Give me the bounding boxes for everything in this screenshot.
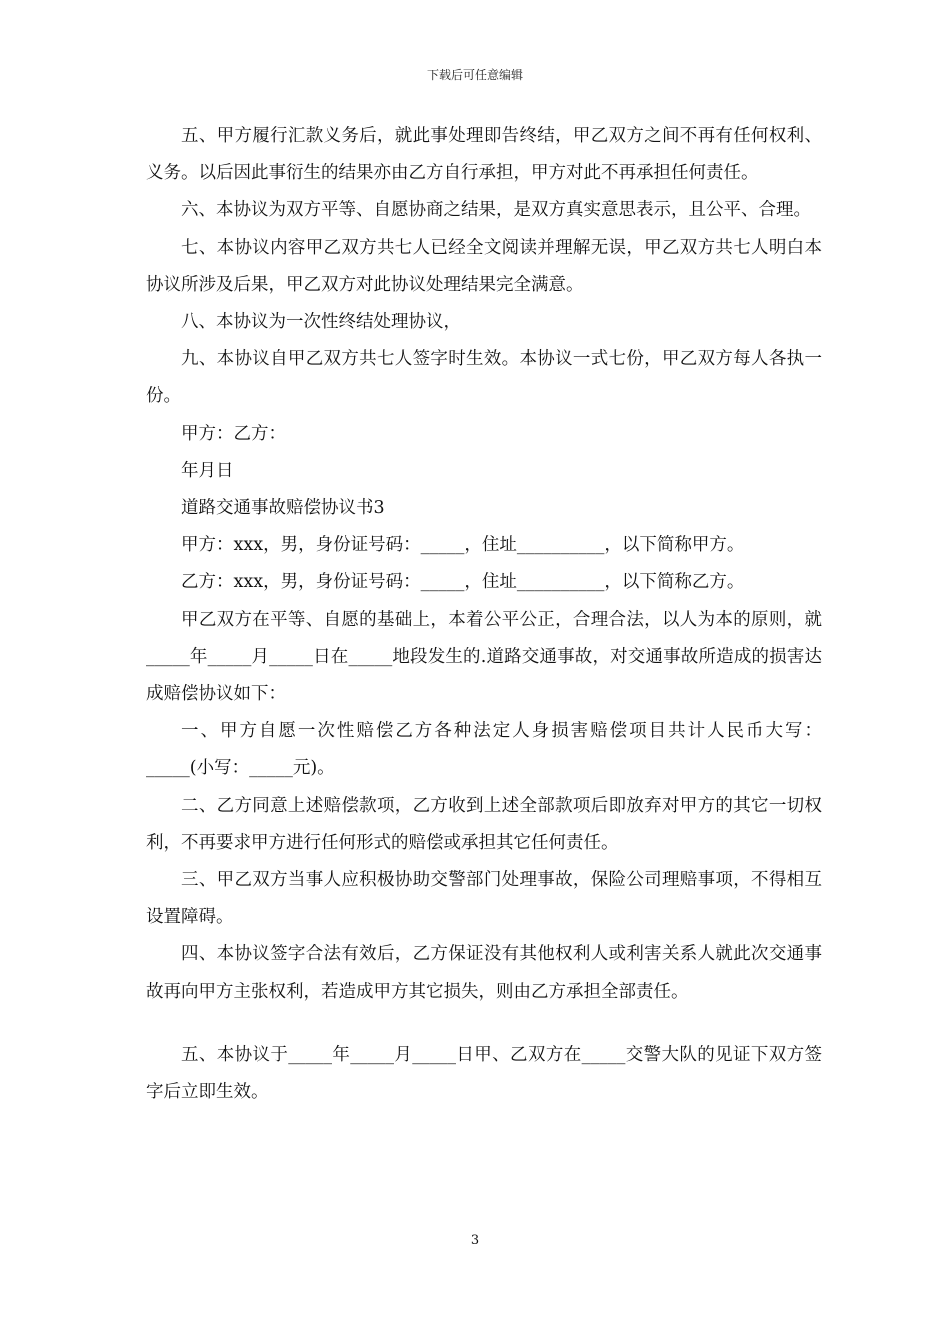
page-number: 3 (470, 1233, 480, 1248)
paragraph: 八、本协议为一次性终结处理协议， (181, 312, 461, 333)
signature-line: 甲方：乙方： (181, 423, 286, 444)
paragraph: 五、甲方履行汇款义务后，就此事处理即告终结，甲乙双方之间不再有任何权利、义务。以后因此事衍生的结果亦由乙方自行承担，甲方对此不再承担任何责任。 (146, 126, 822, 184)
paragraph: 甲乙双方在平等、自愿的基础上，本着公平公正，合理合法，以人为本的原则，就_____年_____月_____日在_____地段发生的.道路交通事故，对交通事故所造成的损害达成赔偿协议如下： (146, 609, 822, 705)
party-b-line: 乙方：xxx，男，身份证号码：_____，住址__________，以下简称乙方。 (181, 572, 745, 593)
paragraph: 九、本协议自甲乙双方共七人签字时生效。本协议一式七份，甲乙双方每人各执一份。 (146, 349, 822, 407)
paragraph: 五、本协议于_____年_____月_____日甲、乙双方在_____交警大队的见证下双方签字后立即生效。 (146, 1044, 822, 1103)
paragraph: 七、本协议内容甲乙双方共七人已经全文阅读并理解无误，甲乙双方共七人明白本协议所涉及后果，甲乙双方对此协议处理结果完全满意。 (146, 237, 822, 295)
page-header: 下载后可任意编辑 (426, 68, 523, 82)
section-title: 道路交通事故赔偿协议书3 (181, 498, 385, 519)
paragraph: 一、甲方自愿一次性赔偿乙方各种法定人身损害赔偿项目共计人民币大写：_____(小写：_____元)。 (146, 721, 822, 779)
paragraph: 四、本协议签字合法有效后，乙方保证没有其他权利人或利害关系人就此次交通事故再向甲方主张权利，若造成甲方其它损失，则由乙方承担全部责任。 (146, 944, 822, 1002)
date-line: 年月日 (181, 460, 234, 481)
paragraph: 二、乙方同意上述赔偿款项，乙方收到上述全部款项后即放弃对甲方的其它一切权利，不再要求甲方进行任何形式的赔偿或承担其它任何责任。 (146, 795, 822, 853)
paragraph: 三、甲乙双方当事人应积极协助交警部门处理事故，保险公司理赔事项，不得相互设置障碍。 (146, 870, 822, 928)
party-a-line: 甲方：xxx，男，身份证号码：_____，住址__________，以下简称甲方。 (181, 535, 745, 556)
document-body (146, 118, 822, 1111)
paragraph: 六、本协议为双方平等、自愿协商之结果，是双方真实意思表示，且公平、合理。 (181, 200, 811, 221)
